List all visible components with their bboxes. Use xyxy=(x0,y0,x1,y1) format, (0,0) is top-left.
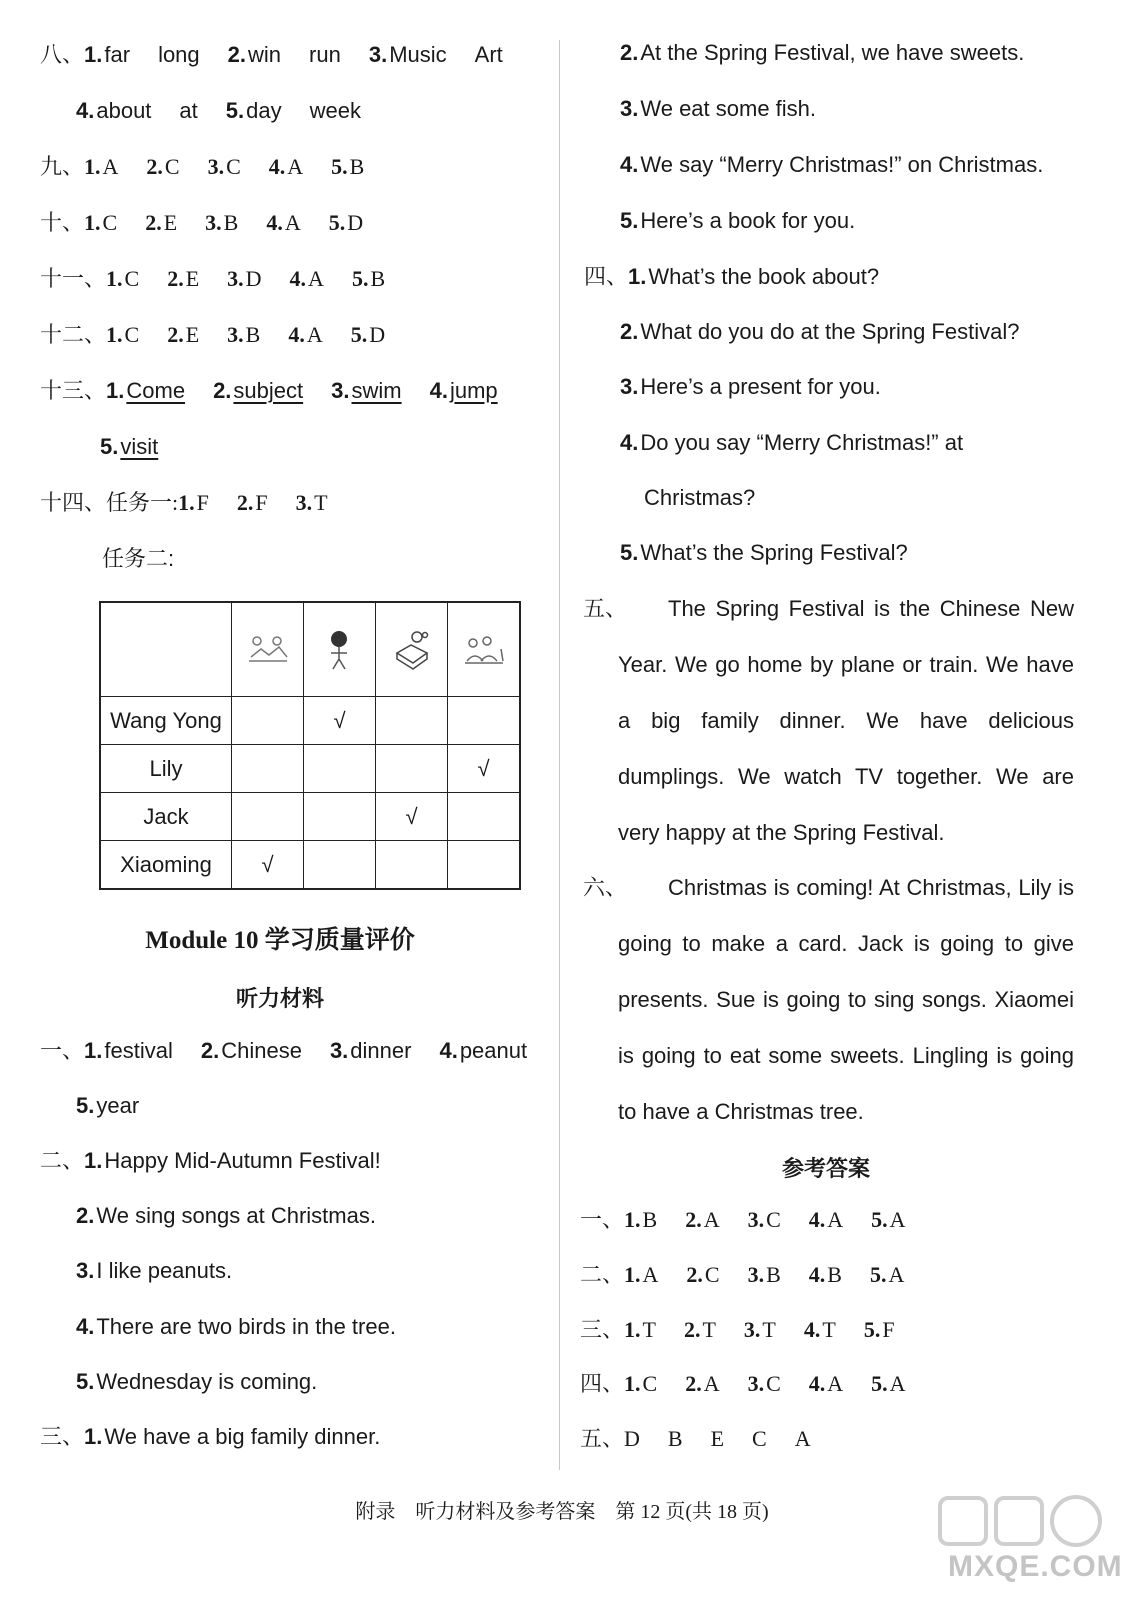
listening-1-line-2: 5.year xyxy=(76,1093,140,1118)
listening-2-item-2: 2.We sing songs at Christmas. xyxy=(76,1203,376,1228)
table-mark-cell xyxy=(304,745,376,793)
listening-2-item-4: 4.There are two birds in the tree. xyxy=(76,1314,396,1339)
listening-4-item-1: 四、1.What’s the book about? xyxy=(584,264,880,289)
table-mark-cell xyxy=(232,745,304,793)
answers-title: 参考答案 xyxy=(781,1156,870,1181)
listening-4-item-4: 4.Do you say “Merry Christmas!” at xyxy=(620,430,964,455)
gift-box-picture xyxy=(389,627,435,673)
table-mark-cell xyxy=(448,697,521,745)
listening-5-passage: 五、 The Spring Festival is the Chinese New Year. We go home by plane or train. We have a big family dinner. We have delicious dumplings. We watch TV together. We are very happy at the Spring Festival. xyxy=(583,596,1074,845)
table-mark-cell xyxy=(448,793,521,841)
listening-3-item-2: 2.At the Spring Festival, we have sweets. xyxy=(620,40,1025,65)
table-mark-cell xyxy=(304,841,376,890)
section-13-line-1: 十三、1.Come 2.subject 3.swim 4.jump xyxy=(40,378,498,403)
table-corner-cell xyxy=(100,602,232,697)
listening-title: 听力材料 xyxy=(235,986,324,1011)
kids-playing-picture xyxy=(245,627,291,673)
listening-4-item-2: 2.What do you do at the Spring Festival? xyxy=(620,319,1020,344)
table-name-cell: Jack xyxy=(100,793,232,841)
listening-4-item-4-continued: Christmas? xyxy=(644,485,756,510)
task-2-table xyxy=(99,601,521,890)
section-8-line-1: 八、1.far long 2.win run 3.Music Art xyxy=(40,42,503,67)
table-mark-cell xyxy=(232,793,304,841)
section-13-line-2: 5.visit xyxy=(100,434,159,459)
section-11: 十一、1.C 2.E 3.D 4.A 5.B xyxy=(40,266,386,291)
section-8-line-2: 4.about at 5.day week xyxy=(76,98,361,123)
table-mark-cell xyxy=(376,697,448,745)
watermark xyxy=(928,1492,1123,1592)
section-14-task-2-label: 任务二: xyxy=(102,546,175,571)
table-picture-cell xyxy=(376,602,448,697)
answer-5: 五、D B E C A xyxy=(580,1426,811,1451)
table-mark-cell xyxy=(304,793,376,841)
section-12: 十二、1.C 2.E 3.B 4.A 5.D xyxy=(40,322,386,347)
table-mark-cell xyxy=(448,841,521,890)
table-mark-cell: √ xyxy=(448,745,521,793)
table-mark-cell xyxy=(376,841,448,890)
table-picture-cell xyxy=(448,602,521,697)
listening-4-item-3: 3.Here’s a present for you. xyxy=(620,374,881,399)
watermark-logo-icon xyxy=(928,1492,1118,1552)
table-mark-cell: √ xyxy=(376,793,448,841)
listening-3-item-5: 5.Here’s a book for you. xyxy=(620,208,856,233)
listening-1-line-1: 一、1.festival 2.Chinese 3.dinner 4.peanut xyxy=(40,1038,528,1063)
people-sitting-picture xyxy=(461,627,507,673)
table-mark-cell: √ xyxy=(304,697,376,745)
answer-1: 一、1.B 2.A 3.C 4.A 5.A xyxy=(580,1207,906,1232)
table-mark-cell xyxy=(232,697,304,745)
table-name-cell: Xiaoming xyxy=(100,841,232,890)
answer-4: 四、1.C 2.A 3.C 4.A 5.A xyxy=(580,1371,906,1396)
table-picture-cell xyxy=(232,602,304,697)
listening-2-item-1: 二、1.Happy Mid-Autumn Festival! xyxy=(40,1148,381,1173)
listening-2-item-3: 3.I like peanuts. xyxy=(76,1258,233,1283)
listening-3-item-4: 4.We say “Merry Christmas!” on Christmas. xyxy=(620,152,1044,177)
listening-2-item-5: 5.Wednesday is coming. xyxy=(76,1369,318,1394)
answer-3: 三、1.T 2.T 3.T 4.T 5.F xyxy=(580,1317,895,1342)
column-divider xyxy=(559,40,560,1470)
listening-3-item-3: 3.We eat some fish. xyxy=(620,96,817,121)
child-picture xyxy=(317,627,363,673)
listening-4-item-5: 5.What’s the Spring Festival? xyxy=(620,540,908,565)
table-name-cell: Lily xyxy=(100,745,232,793)
listening-3-item-1: 三、1.We have a big family dinner. xyxy=(40,1424,381,1449)
listening-6-passage: 六、 Christmas is coming! At Christmas, Lily is going to make a card. Jack is going to give presents. Sue is going to sing songs. Xiaomei is going to eat some sweets. Lingling is going to have a Christmas tree. xyxy=(583,875,1074,1124)
page-footer: 附录 听力材料及参考答案 第 12 页(共 18 页) xyxy=(355,1501,769,1523)
table-picture-cell xyxy=(304,602,376,697)
section-10: 十、1.C 2.E 3.B 4.A 5.D xyxy=(40,210,364,235)
watermark-text: MXQE.COM xyxy=(948,1550,1123,1583)
table-name-cell: Wang Yong xyxy=(100,697,232,745)
table-mark-cell: √ xyxy=(232,841,304,890)
answer-2: 二、1.A 2.C 3.B 4.B 5.A xyxy=(580,1262,905,1287)
table-mark-cell xyxy=(376,745,448,793)
module-title: Module 10 学习质量评价 xyxy=(145,927,415,954)
section-9: 九、1.A 2.C 3.C 4.A 5.B xyxy=(40,154,365,179)
section-14-task-1: 十四、任务一:1.F 2.F 3.T xyxy=(40,490,328,515)
